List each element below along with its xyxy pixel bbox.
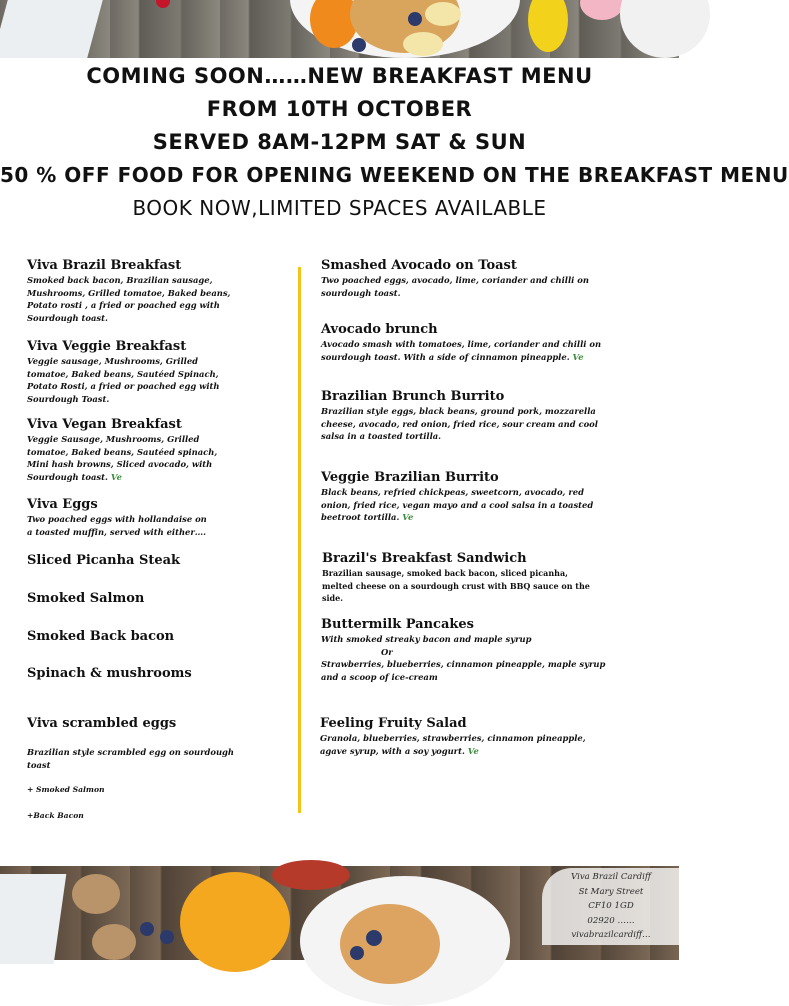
menu-item <box>27 666 312 682</box>
column-divider <box>298 267 301 813</box>
item-title: Brazilian Brunch Burrito <box>321 389 505 404</box>
item-title: Spinach & mushrooms <box>27 666 192 681</box>
address-street: St Mary Street <box>578 886 644 897</box>
vegan-tag: Ve <box>402 512 414 522</box>
napkin-shape <box>0 0 103 58</box>
item-extra: + Smoked Salmon <box>27 785 105 794</box>
blueberry-shape <box>352 38 366 52</box>
menu-item <box>27 417 312 483</box>
menu-item <box>320 716 605 757</box>
banana-slice-shape <box>403 32 443 56</box>
booking-line: BOOK NOW,LIMITED SPACES AVAILABLE <box>132 196 547 220</box>
item-description: Brazilian sausage, smoked back bacon, sliced picanha, melted cheese on a sourdough crust with BBQ sauce on the side. <box>322 568 590 603</box>
or-separator: Or <box>381 646 393 657</box>
vegan-tag: Ve <box>467 745 479 756</box>
menu-item <box>321 389 606 443</box>
item-title: Viva Brazil Breakfast <box>27 258 182 273</box>
item-title: Sliced Picanha Steak <box>27 553 181 568</box>
item-description: Black beans, refried chickpeas, sweetcorn, avocado, red onion, fried rice, vegan mayo and a cool salsa in a toasted beetroot tortilla. <box>321 487 594 522</box>
item-title: Smoked Salmon <box>27 591 145 606</box>
berry-shape <box>156 0 170 8</box>
blueberry-shape <box>140 922 154 936</box>
menu-item <box>27 810 312 823</box>
tulip-shape <box>580 0 624 20</box>
menu-item <box>27 716 312 732</box>
blueberry-shape <box>408 12 422 26</box>
menu-item <box>321 322 606 363</box>
served-hours-line: SERVED 8AM-12PM SAT & SUN <box>152 130 527 154</box>
menu-item <box>27 553 312 569</box>
item-title: Veggie Brazilian Burrito <box>321 470 499 485</box>
address-name: Viva Brazil Cardiff <box>571 872 651 882</box>
item-title: Avocado brunch <box>321 322 438 337</box>
blueberry-shape <box>366 930 382 946</box>
item-description: Veggie sausage, Mushrooms, Grilled tomatoe, Baked beans, Sautéed Spinach, Potato Rosti, a fried or poached egg with Sourdough Toast. <box>27 356 220 404</box>
tulip-shape <box>528 0 568 52</box>
menu-item <box>322 551 607 605</box>
item-extra: +Back Bacon <box>27 811 84 820</box>
menu-item <box>27 339 312 405</box>
restaurant-address <box>542 868 680 945</box>
item-title: Brazil's Breakfast Sandwich <box>322 551 527 566</box>
item-description: Veggie Sausage, Mushrooms, Grilled tomatoe, Baked beans, Sautéed spinach, Mini hash browns, Sliced avocado, with Sourdough toast. <box>27 434 218 482</box>
vegan-tag: Ve <box>110 471 122 482</box>
bowl-shape <box>620 0 710 58</box>
menu-item <box>321 617 606 683</box>
item-description: With smoked streaky bacon and maple syrup <box>321 634 532 644</box>
address-phone: 02920 …… <box>587 915 635 926</box>
walnut-shape <box>92 924 136 960</box>
menu-item <box>27 746 312 771</box>
menu-item <box>27 497 312 538</box>
item-title: Smoked Back bacon <box>27 629 175 644</box>
menu-item <box>27 784 312 797</box>
date-line: FROM 10TH OCTOBER <box>206 97 473 121</box>
item-description: Smoked back bacon, Brazilian sausage, Mushrooms, Grilled tomatoe, Baked beans, Potato rosti , a fried or poached egg with Sourdough toast. <box>27 275 231 323</box>
item-description: Avocado smash with tomatoes, lime, coriander and chilli on sourdough toast. With a side of cinnamon pineapple. <box>321 339 602 362</box>
item-description-alt: Strawberries, blueberries, cinnamon pineapple, maple syrup and a scoop of ice-cream <box>321 659 606 682</box>
menu-item <box>27 591 312 607</box>
jam-jar-shape <box>272 860 350 890</box>
item-description: Granola, blueberries, strawberries, cinnamon pineapple, agave syrup, with a soy yogurt. <box>320 733 586 756</box>
coming-soon-line: COMING SOON……NEW BREAKFAST MENU <box>86 64 593 88</box>
item-title: Viva Eggs <box>27 497 98 512</box>
walnut-shape <box>72 874 120 914</box>
item-title: Viva Veggie Breakfast <box>27 339 187 354</box>
menu-item <box>321 470 606 524</box>
pancake-shape <box>340 904 440 984</box>
address-postcode: CF10 1GD <box>588 901 634 911</box>
menu-item <box>321 258 606 299</box>
item-title: Smashed Avocado on Toast <box>321 258 517 273</box>
announcement-header <box>0 60 789 225</box>
item-description: Brazilian style eggs, black beans, ground pork, mozzarella cheese, avocado, red onion, fried rice, sour cream and cool salsa in a toasted tortilla. <box>321 406 598 441</box>
address-web: vivabrazilcardiff… <box>571 930 651 940</box>
blueberry-shape <box>350 946 364 960</box>
top-food-photo <box>0 0 679 58</box>
item-title: Viva scrambled eggs <box>27 716 177 731</box>
banana-slice-shape <box>425 2 461 26</box>
juice-glass-shape <box>180 872 290 972</box>
item-description: Two poached eggs with hollandaise on a toasted muffin, served with either…. <box>27 514 207 537</box>
item-title: Viva Vegan Breakfast <box>27 417 182 432</box>
item-description: Brazilian style scrambled egg on sourdough toast <box>27 747 235 770</box>
menu-item <box>27 629 312 645</box>
discount-line: 50 % OFF FOOD FOR OPENING WEEKEND ON THE BREAKFAST MENU <box>0 163 789 187</box>
napkin-shape <box>0 874 66 964</box>
item-description: Two poached eggs, avocado, lime, coriander and chilli on sourdough toast. <box>321 275 589 298</box>
menu-item <box>27 258 312 324</box>
blueberry-shape <box>160 930 174 944</box>
item-title: Feeling Fruity Salad <box>320 716 467 731</box>
item-title: Buttermilk Pancakes <box>321 617 474 632</box>
vegan-tag: Ve <box>572 351 584 362</box>
